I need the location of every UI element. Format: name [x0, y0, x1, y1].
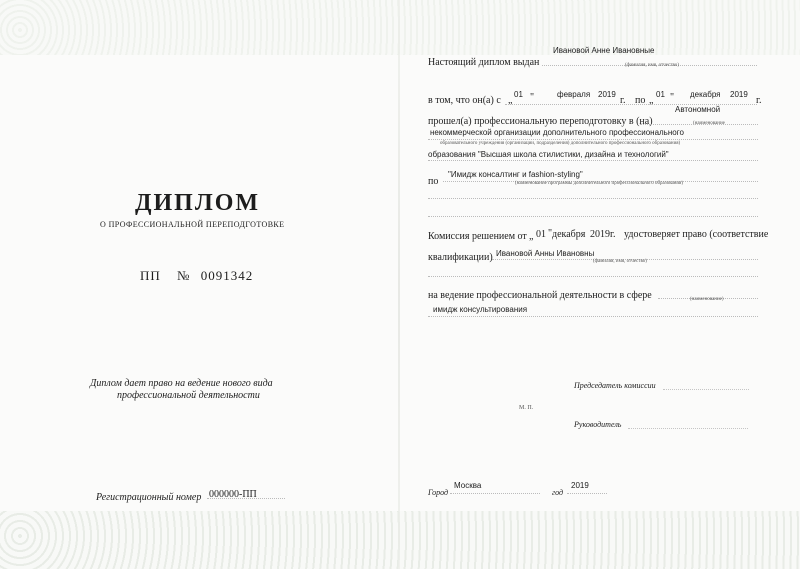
program-label: по: [428, 176, 439, 187]
quote-4: ": [670, 92, 675, 103]
number-value: 0091342: [200, 268, 254, 283]
city-value: Москва: [454, 481, 482, 490]
year-3: 2019: [590, 229, 610, 240]
quote-5: „: [529, 231, 534, 242]
year-1: 2019: [598, 90, 616, 99]
number-sign: №: [177, 268, 191, 283]
org-line-1: [640, 124, 758, 125]
quote-6: ": [548, 228, 553, 239]
activity-hint: (наименование): [690, 297, 724, 302]
note-line-1: Диплом дает право на ведение нового вида: [90, 378, 273, 389]
issued-label: Настоящий диплом выдан: [428, 57, 540, 68]
qualification-label: квалификации): [428, 252, 493, 263]
po-label: по: [635, 95, 646, 106]
head-signature-line: [628, 428, 748, 429]
registration-label: Регистрационный номер: [96, 492, 202, 503]
quote-3: „: [649, 95, 654, 106]
decorative-bottom-border: [0, 511, 800, 569]
year-value: 2019: [571, 481, 589, 490]
month-2: декабря: [690, 90, 721, 99]
blank-line-2: [428, 216, 758, 217]
year-2: 2019: [730, 90, 748, 99]
city-label: Город: [428, 488, 449, 497]
stamp-place: М. П.: [519, 405, 534, 411]
org-value-1: Автономной: [675, 105, 721, 114]
program-value: "Имидж консалтинг и fashion-styling": [448, 170, 583, 179]
activity-line-2: [428, 316, 758, 317]
diploma-number: [140, 268, 253, 284]
month-1: февраля: [557, 90, 591, 99]
commission-label: Комиссия решением от: [428, 231, 527, 242]
quote-1: „: [508, 95, 513, 106]
that-label: в том, что он(а) с: [428, 95, 501, 106]
chair-signature-line: [663, 389, 749, 390]
quote-2: ": [530, 92, 535, 103]
qualification-name: Ивановой Анны Ивановны: [496, 249, 595, 258]
registration-line: [207, 498, 285, 499]
city-line: [450, 493, 540, 494]
qualification-hint: (фамилия, имя, отчество): [593, 259, 647, 264]
diploma-title: ДИПЛОМ: [135, 190, 261, 216]
day-2: 01: [656, 90, 665, 99]
activity-label: на ведение профессиональной деятельности в сфере: [428, 290, 652, 301]
page-fold: [398, 0, 400, 569]
activity-value: имидж консультирования: [433, 305, 528, 314]
head-label: Руководитель: [574, 420, 622, 429]
registration-number: 000000-ПП: [209, 489, 257, 500]
year-line: [567, 493, 607, 494]
org-line-3: [428, 160, 758, 161]
org-value-2: некоммерческой организации дополнительного профессионального: [430, 128, 684, 137]
issued-name: Ивановой Анне Ивановные: [553, 46, 655, 55]
program-hint: (наименование программы дополнительного профессионального образования): [515, 181, 684, 186]
org-line-2: [428, 139, 758, 140]
certifies-text: удостоверяет право (соответствие: [624, 229, 769, 240]
chair-label: Председатель комиссии: [574, 381, 656, 390]
org-hint: (наименование: [693, 121, 725, 126]
org-value-3: образования "Высшая школа стилистики, дизайна и технологий": [428, 150, 669, 159]
decorative-top-border: [0, 0, 800, 55]
month-3: декабря: [552, 229, 586, 240]
g-2: г.: [756, 95, 762, 106]
blank-line-3: [428, 276, 758, 277]
note-line-2: профессиональной деятельности: [117, 390, 260, 401]
diploma-subtitle: О ПРОФЕССИОНАЛЬНОЙ ПЕРЕПОДГОТОВКЕ: [100, 220, 285, 229]
blank-line-1: [428, 198, 758, 199]
g-3: г.: [610, 229, 616, 240]
series: ПП: [140, 268, 161, 283]
day-3: 01: [536, 229, 546, 240]
year-label: год: [552, 488, 564, 497]
g-1: г.: [620, 95, 626, 106]
passed-label: прошел(а) профессиональную переподготовку в (на): [428, 116, 653, 127]
org-hint-2: образовательного учреждения (организации, подразделения) дополнительного профессионального образования): [440, 141, 681, 146]
issued-hint: (фамилия, имя, отчество): [625, 63, 679, 68]
day-1: 01: [514, 90, 523, 99]
